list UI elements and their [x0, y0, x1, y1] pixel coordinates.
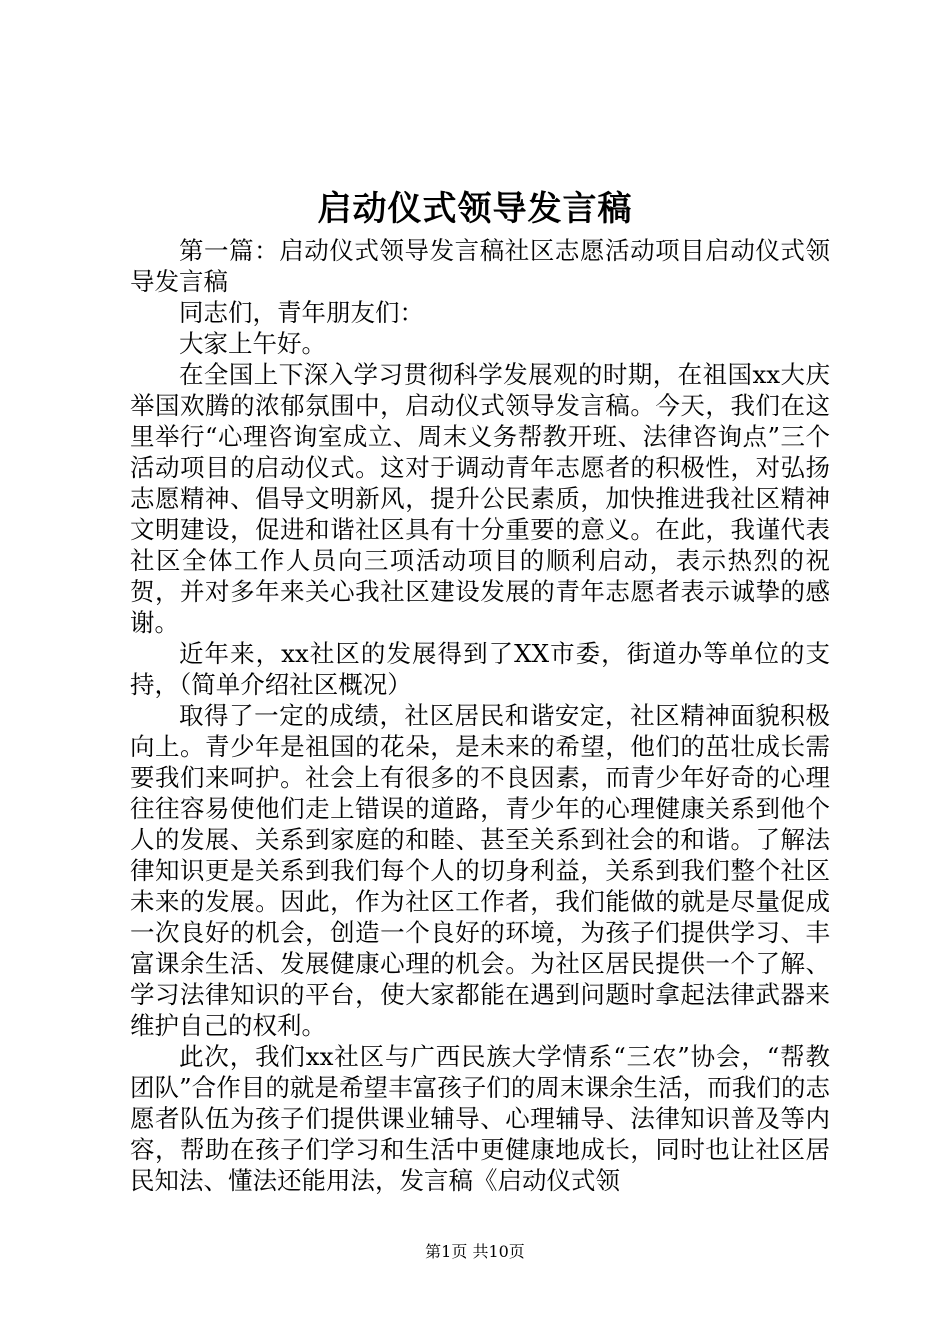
paragraph-body: 此次，我们xx社区与广西民族大学情系“三农”协会，“帮教团队”合作目的就是希望丰富孩子们的周末课余生活，而我们的志愿者队伍为孩子们提供课业辅导、心理辅导、法律知识普及等内容，帮助在孩子们学习和生活中更健康地成长，同时也让社区居民知法、懂法还能用法，发言稿《启动仪式领	[130, 1042, 830, 1195]
paragraph-body: 在全国上下深入学习贯彻科学发展观的时期，在祖国xx大庆举国欢腾的浓郁氛围中，启动仪式领导发言稿。今天，我们在这里举行“心理咨询室成立、周末义务帮教开班、法律咨询点”三个活动项目的启动仪式。这对于调动青年志愿者的积极性，对弘扬志愿精神、倡导文明新风，提升公民素质，加快推进我社区精神文明建设，促进和谐社区具有十分重要的意义。在此，我谨代表社区全体工作人员向三项活动项目的顺利启动，表示热烈的祝贺，并对多年来关心我社区建设发展的青年志愿者表示诚挚的感谢。	[130, 360, 830, 637]
paragraph-greeting: 大家上午好。	[179, 329, 326, 358]
paragraph-body: 近年来，xx社区的发展得到了XX市委，街道办等单位的支持，（简单介绍社区概况）	[130, 639, 830, 699]
paragraph-salutation: 同志们，青年朋友们：	[179, 298, 424, 327]
paragraph-heading: 第一篇：启动仪式领导发言稿社区志愿活动项目启动仪式领导发言稿	[130, 236, 830, 296]
document-body	[130, 235, 830, 1196]
document-title: 启动仪式领导发言稿	[317, 189, 633, 229]
page-number: 第1页 共10页	[425, 1242, 525, 1261]
paragraph-body: 取得了一定的成绩，社区居民和谐安定，社区精神面貌积极向上。青少年是祖国的花朵，是未来的希望，他们的茁壮成长需要我们来呵护。社会上有很多的不良因素，而青少年好奇的心理往往容易使他们走上错误的道路，青少年的心理健康关系到他个人的发展、关系到家庭的和睦、甚至关系到社会的和谐。了解法律知识更是关系到我们每个人的切身利益，关系到我们整个社区未来的发展。因此，作为社区工作者，我们能做的就是尽量促成一次良好的机会，创造一个良好的环境，为孩子们提供学习、丰富课余生活、发展健康心理的机会。为社区居民提供一个了解、学习法律知识的平台，使大家都能在遇到问题时拿起法律武器来维护自己的权利。	[130, 701, 830, 1040]
